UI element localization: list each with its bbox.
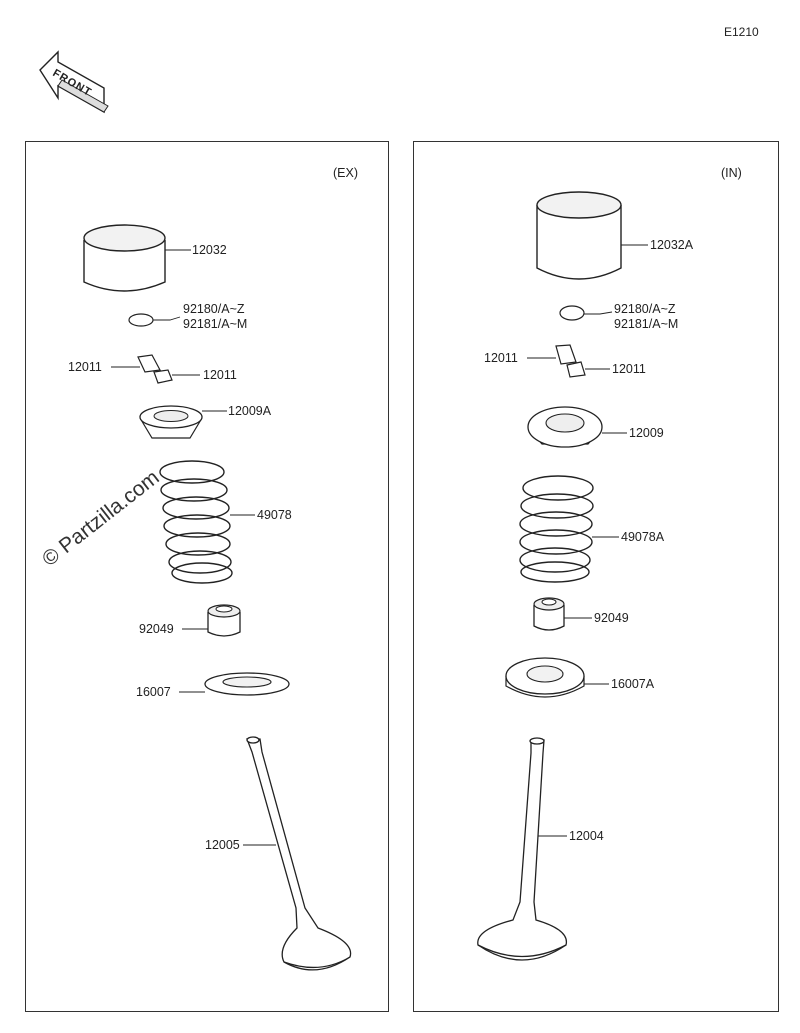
in-spring-label: 49078A — [621, 530, 665, 544]
in-retainer-label: 12009 — [629, 426, 664, 440]
in-seal-label: 92049 — [594, 611, 629, 625]
in-seat-drawing — [506, 658, 584, 697]
ex-retainer-drawing — [140, 406, 202, 438]
panel-right-tag: (IN) — [721, 166, 742, 180]
in-valve-label: 12004 — [569, 829, 604, 843]
ex-cotter-label-1: 12011 — [68, 360, 102, 374]
in-cotter-drawing — [556, 345, 585, 377]
ex-tappet-label: 12032 — [192, 243, 227, 257]
in-retainer-drawing — [528, 407, 602, 447]
front-arrow-label: FRONT — [50, 67, 94, 100]
front-arrow-icon — [40, 52, 108, 112]
ex-cotter-label-2: 12011 — [203, 368, 237, 382]
in-tappet-label: 12032A — [650, 238, 694, 252]
ex-tappet-drawing — [84, 225, 165, 291]
in-shim-label-b: 92181/A~M — [614, 317, 679, 331]
watermark: © Partzilla.com — [38, 465, 164, 572]
in-tappet-drawing — [537, 192, 621, 279]
ex-seal-drawing — [208, 605, 240, 636]
ex-shim-drawing — [129, 314, 153, 326]
ex-cotter-drawing — [138, 355, 172, 383]
ex-spring-drawing — [160, 461, 232, 583]
ex-seat-label: 16007 — [136, 685, 171, 699]
in-seat-label: 16007A — [611, 677, 655, 691]
ex-seat-drawing — [205, 673, 289, 695]
in-cotter-label-1: 12011 — [484, 351, 518, 365]
panel-left-tag: (EX) — [333, 166, 358, 180]
ex-valve-label: 12005 — [205, 838, 240, 852]
in-spring-drawing — [520, 476, 593, 582]
ex-retainer-label: 12009A — [228, 404, 272, 418]
in-shim-drawing — [560, 306, 584, 320]
in-seal-drawing — [534, 598, 564, 630]
in-cotter-label-2: 12011 — [612, 362, 646, 376]
diagram-code: E1210 — [724, 25, 759, 39]
in-shim-label-a: 92180/A~Z — [614, 302, 676, 316]
in-valve-drawing — [478, 738, 567, 960]
ex-shim-label-b: 92181/A~M — [183, 317, 248, 331]
ex-shim-label-a: 92180/A~Z — [183, 302, 245, 316]
ex-seal-label: 92049 — [139, 622, 174, 636]
ex-spring-label: 49078 — [257, 508, 292, 522]
ex-valve-drawing — [247, 737, 351, 970]
